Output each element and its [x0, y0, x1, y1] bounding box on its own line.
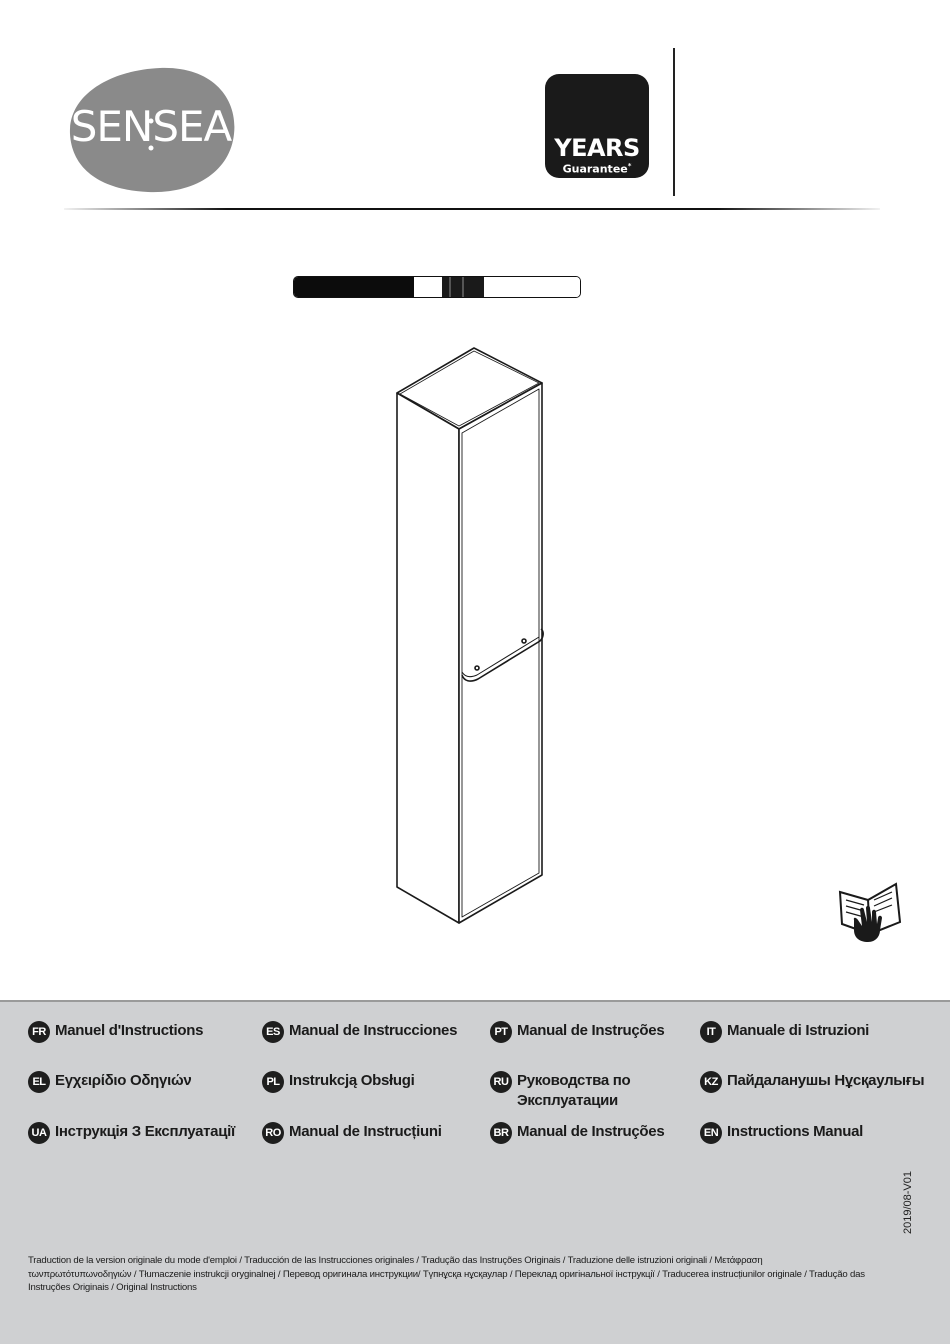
language-item-ru [490, 1071, 647, 1111]
language-code-badge: IT [700, 1021, 722, 1043]
header-divider [673, 48, 675, 196]
language-label: Instructions Manual [727, 1123, 863, 1140]
language-label: Інструкція З Експлуатації [55, 1123, 235, 1140]
language-code-badge: ES [262, 1021, 284, 1043]
language-code-badge: KZ [700, 1071, 722, 1093]
language-label: Manual de Instrucciones [289, 1022, 458, 1039]
language-label: Εγχειρίδιο Οδηγιών [55, 1072, 192, 1089]
sensea-logo [62, 64, 240, 196]
product-code-bar [293, 276, 581, 298]
years-label: YEARS [554, 134, 640, 162]
header-rule [64, 208, 880, 210]
language-code-badge: EL [28, 1071, 50, 1093]
language-item-fr [28, 1021, 203, 1043]
language-item-it [700, 1021, 869, 1043]
language-label: Руководства по Эксплуатации [517, 1072, 631, 1109]
language-code-badge: PT [490, 1021, 512, 1043]
language-label: Manuale di Istruzioni [727, 1022, 870, 1039]
language-code-badge: BR [490, 1122, 512, 1144]
language-code-badge: PL [262, 1071, 284, 1093]
language-label: Manual de Instruções [517, 1123, 665, 1140]
tall-cabinet-illustration [390, 345, 550, 925]
language-item-en [700, 1122, 863, 1144]
language-label: Instrukcją Obsługi [289, 1072, 415, 1089]
language-item-el [28, 1071, 191, 1093]
language-label: Пайдаланушы Нұсқаулығы [727, 1072, 925, 1089]
language-code-badge: RO [262, 1122, 284, 1144]
language-code-badge: FR [28, 1021, 50, 1043]
version-code: 2019/08-V01 [902, 1171, 914, 1234]
language-item-pt [490, 1021, 664, 1043]
language-item-ua [28, 1122, 235, 1144]
years-guarantee-badge [545, 74, 649, 178]
language-item-kz [700, 1071, 924, 1093]
logo-text: SENSEA [70, 102, 232, 151]
manual-reading-icon [834, 878, 904, 944]
guarantee-mark: * [627, 162, 632, 170]
guarantee-label: Guarantee [562, 162, 628, 176]
language-label: Manual de Instrucțiuni [289, 1123, 442, 1140]
language-code-badge: EN [700, 1122, 722, 1144]
language-code-badge: RU [490, 1071, 512, 1093]
language-item-ro [262, 1122, 442, 1144]
language-label: Manual de Instruções [517, 1022, 665, 1039]
language-item-pl [262, 1071, 414, 1093]
language-label: Manuel d'Instructions [55, 1022, 204, 1039]
translation-note: Traduction de la version originale du mode d'emploi / Traducción de las Instrucciones originales / Tradução das Instruções Originais / Traduzione delle istruzioni originali / Μετάφραση τωνπρωτότυπωνοδηγιών / Tłumaczenie instrukcji oryginalnej / Перевод оригинала инструкции/ Түпнұсқа нұсқаулар / Переклад оригінальної інструкції / Traducerea instrucțiunilor originale / Tradução das Instruções Originais / Original Instructions [28, 1255, 865, 1293]
language-item-es [262, 1021, 457, 1043]
language-item-br [490, 1122, 664, 1144]
language-code-badge: UA [28, 1122, 50, 1144]
